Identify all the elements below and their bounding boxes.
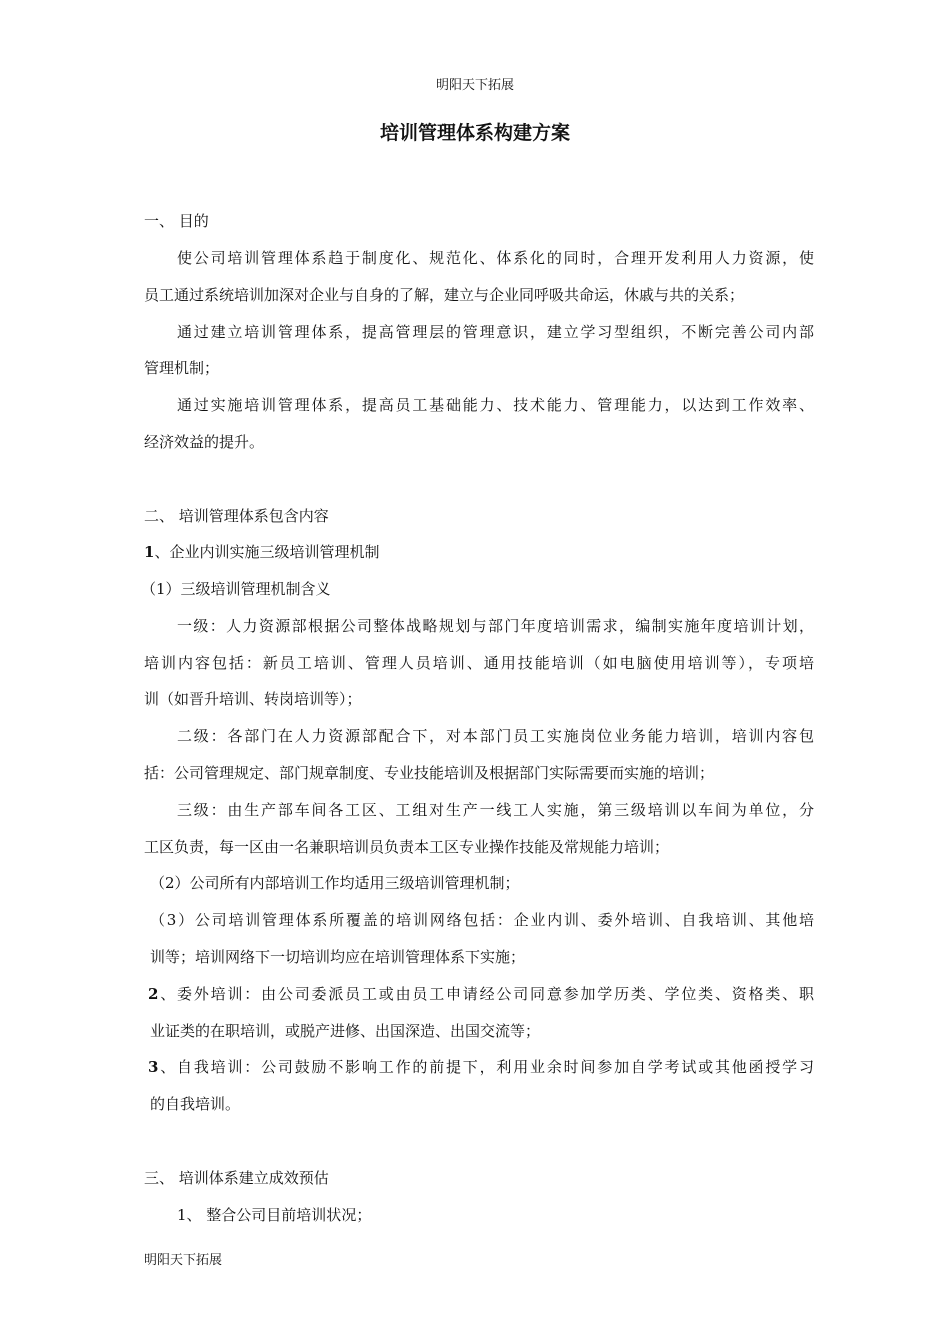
s2-level-3-line-1: 三级：由生产部车间各工区、工组对生产一线工人实施，第三级培训以车间为单位，分 <box>177 801 814 819</box>
s2-item-3-text: 、自我培训：公司鼓励不影响工作的前提下，利用业余时间参加自学考试或其他函授学习 <box>158 1058 814 1076</box>
s2-level-3-line-2: 工区负责，每一区由一名兼职培训员负责本工区专业操作技能及常规能力培训； <box>144 838 670 856</box>
s2-level-1-line-1: 一级：人力资源部根据公司整体战略规划与部门年度培训需求，编制实施年度培训计划， <box>177 617 814 635</box>
s2-level-1-line-3: 训（如晋升培训、转岗培训等）； <box>144 690 362 708</box>
s2-subitem-3-line-2: 训等；培训网络下一切培训均应在培训管理体系下实施； <box>150 948 526 966</box>
page-header: 明阳天下拓展 <box>435 78 514 93</box>
s1-paragraph-3-line-1: 通过实施培训管理体系，提高员工基础能力、技术能力、管理能力，以达到工作效率、 <box>177 396 814 414</box>
s2-subitem-2: （2）公司所有内部培训工作均适用三级培训管理机制； <box>150 874 520 892</box>
section-3-heading: 三、 培训体系建立成效预估 <box>144 1169 329 1187</box>
s2-subitem-1: （1）三级培训管理机制含义 <box>141 580 331 598</box>
s2-subitem-3-line-1: （3）公司培训管理体系所覆盖的培训网络包括：企业内训、委外培训、自我培训、其他培 <box>150 911 814 929</box>
s2-item-3-line-1 <box>148 1057 814 1077</box>
page-footer: 明阳天下拓展 <box>144 1253 223 1268</box>
section-1-heading: 一、 目的 <box>144 212 209 230</box>
s2-item-3-number: 3 <box>148 1058 159 1076</box>
s2-item-2-line-2: 业证类的在职培训，或脱产进修、出国深造、出国交流等； <box>150 1022 541 1040</box>
s1-paragraph-2-line-1: 通过建立培训管理体系，提高管理层的管理意识，建立学习型组织，不断完善公司内部 <box>177 323 814 341</box>
s2-item-3-line-2: 的自我培训。 <box>150 1095 241 1113</box>
s2-item-1-number: 1 <box>144 543 155 561</box>
s2-level-1-line-2: 培训内容包括：新员工培训、管理人员培训、通用技能培训（如电脑使用培训等），专项培 <box>144 654 814 672</box>
s3-item-1: 1、 整合公司目前培训状况； <box>177 1206 372 1224</box>
s2-item-1-text: 、企业内训实施三级培训管理机制 <box>154 543 380 561</box>
s2-item-2-number: 2 <box>148 985 159 1003</box>
document-title: 培训管理体系构建方案 <box>379 122 570 144</box>
s2-level-2-line-1: 二级：各部门在人力资源部配合下，对本部门员工实施岗位业务能力培训，培训内容包 <box>177 727 814 745</box>
s2-item-2-text: 、委外培训：由公司委派员工或由员工申请经公司同意参加学历类、学位类、资格类、职 <box>158 985 814 1003</box>
s1-paragraph-2-line-2: 管理机制； <box>144 359 220 377</box>
section-2-heading: 二、 培训管理体系包含内容 <box>144 507 329 525</box>
s2-item-1 <box>144 542 814 562</box>
s1-paragraph-3-line-2: 经济效益的提升。 <box>144 433 265 451</box>
s1-paragraph-1-line-2: 员工通过系统培训加深对企业与自身的了解，建立与企业同呼吸共命运，休戚与共的关系； <box>144 286 745 304</box>
s1-paragraph-1-line-1: 使公司培训管理体系趋于制度化、规范化、体系化的同时，合理开发利用人力资源，使 <box>177 249 814 267</box>
s2-level-2-line-2: 括：公司管理规定、部门规章制度、专业技能培训及根据部门实际需要而实施的培训； <box>144 764 715 782</box>
s2-item-2-line-1 <box>148 984 814 1004</box>
